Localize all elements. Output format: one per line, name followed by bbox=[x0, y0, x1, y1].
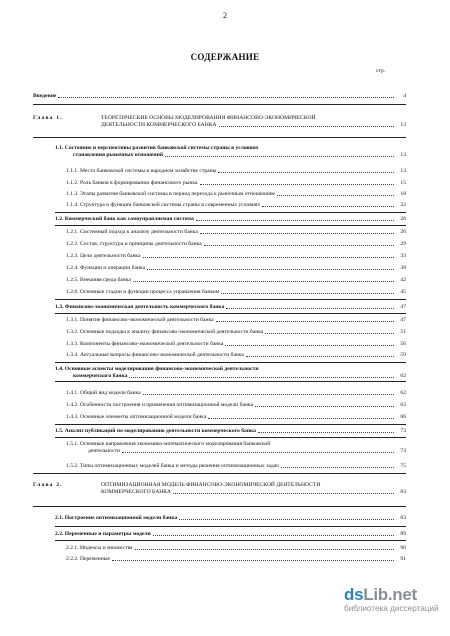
toc-subsection: 1.2.6. Основные стадии и функции процесса управления банком 45 bbox=[66, 289, 406, 295]
dot-leader bbox=[226, 308, 394, 309]
toc-subsection: 1.1.2. Роль банков в формировании финансового рынка 15 bbox=[66, 180, 406, 186]
dot-leader bbox=[147, 269, 394, 270]
divider bbox=[55, 540, 406, 541]
toc-subsection: 1.4.3. Основные элементы оптимизационной модели банка 66 bbox=[66, 414, 406, 420]
dot-leader bbox=[219, 126, 394, 127]
dot-leader bbox=[255, 406, 394, 407]
toc-section-1-4: 1.4. Основные аспекты моделирования финансово-экономической деятельности коммерческого банка 62 bbox=[55, 366, 406, 379]
chapter-title-line2: ДЕЯТЕЛЬНОСТИ КОММЕРЧЕСКОГО БАНКА bbox=[101, 121, 217, 128]
divider bbox=[55, 299, 406, 300]
divider bbox=[55, 362, 406, 363]
dot-leader bbox=[246, 356, 394, 357]
toc-section-2-2: 2.2. Переменные и параметры модели 89 bbox=[55, 531, 406, 537]
divider bbox=[33, 506, 406, 507]
toc-subsection: 1.2.5. Внешняя среда банка 42 bbox=[66, 277, 406, 283]
toc-subsection: 1.2.1. Системный подход к анализу деятельности банка 26 bbox=[66, 229, 406, 235]
divider bbox=[33, 137, 406, 138]
dot-leader bbox=[200, 184, 394, 185]
dot-leader bbox=[143, 394, 394, 395]
chapter-prefix: Глава 2. bbox=[33, 482, 63, 488]
logo-subtitle: библиотека диссертаций bbox=[344, 604, 439, 613]
dot-leader bbox=[58, 97, 394, 98]
toc-section-2-1: 2.1. Построение оптимизационной модели банка 83 bbox=[55, 515, 406, 521]
dot-leader bbox=[216, 321, 394, 322]
toc-chapter-1 bbox=[33, 115, 406, 129]
dot-leader bbox=[143, 257, 394, 258]
toc-entry-intro bbox=[33, 93, 406, 100]
toc-section-1-1: 1.1. Состояние и перспективы развития банковской системы страны в условиях становления рыночных отношений 13 bbox=[55, 145, 406, 158]
entry-label: Введение bbox=[33, 93, 57, 99]
dot-leader bbox=[281, 467, 394, 468]
divider bbox=[55, 313, 406, 314]
toc-subsection: 1.2.2. Состав, структура и принципы деятельности банка 29 bbox=[66, 241, 406, 247]
page-column-label: стр. bbox=[376, 68, 386, 74]
toc-subsection: 1.1.1. Место банковской системы в народном хозяйстве страны 13 bbox=[66, 168, 406, 174]
dot-leader bbox=[153, 535, 394, 536]
divider bbox=[55, 437, 406, 438]
dot-leader bbox=[262, 206, 394, 207]
toc-subsection: 2.2.1. Индексы и множества 90 bbox=[66, 545, 406, 551]
logo-brand: dsLib.net bbox=[344, 585, 417, 604]
toc-subsection: 1.3.2. Основные подходы к анализу финансово-экономической деятельности банка 51 bbox=[66, 329, 406, 335]
toc-subsection: 2.2.2. Переменные 91 bbox=[66, 556, 406, 562]
dot-leader bbox=[196, 220, 394, 221]
dot-leader bbox=[200, 233, 394, 234]
dot-leader bbox=[225, 345, 394, 346]
divider bbox=[55, 381, 406, 382]
toc-chapter-2: Глава 2. ОПТИМИЗАЦИОННАЯ МОДЕЛЬ ФИНАНСОВО-ЭКОНОМИЧЕСКОЙ ДЕЯТЕЛЬНОСТИ КОММЕРЧЕСКОГО БАНКА 83 bbox=[33, 482, 406, 495]
dot-leader bbox=[173, 493, 394, 494]
dot-leader bbox=[265, 333, 394, 334]
divider bbox=[55, 212, 406, 213]
toc-subsection: 1.2.4. Функции и операции банка 38 bbox=[66, 265, 406, 271]
dslib-logo bbox=[344, 585, 439, 613]
dot-leader bbox=[218, 172, 394, 173]
dot-leader bbox=[221, 293, 394, 294]
divider bbox=[55, 225, 406, 226]
dot-leader bbox=[133, 281, 394, 282]
entry-page: 4 bbox=[403, 93, 406, 99]
dot-leader bbox=[165, 156, 394, 157]
entry-page: 13 bbox=[400, 121, 406, 128]
dot-leader bbox=[122, 452, 394, 453]
dot-leader bbox=[208, 418, 394, 419]
chapter-prefix: Глава 1. bbox=[33, 115, 63, 121]
divider bbox=[55, 526, 406, 527]
toc-subsection: 1.2.3. Цели деятельности банка 33 bbox=[66, 253, 406, 259]
toc-subsection: 1.3.1. Понятие финансово-экономической деятельности банка 47 bbox=[66, 317, 406, 323]
dot-leader bbox=[258, 432, 394, 433]
dot-leader bbox=[135, 549, 394, 550]
toc-subsection: 1.4.2. Особенности построения и применения оптимизационной модели банка 63 bbox=[66, 402, 406, 408]
dot-leader bbox=[179, 519, 394, 520]
toc-subsection: 1.1.3. Этапы развития банковской системы в период перехода к рыночным отношениям 18 bbox=[66, 191, 406, 197]
chapter-title-line1: Глава 1. ТЕОРЕТИЧЕСКИЕ ОСНОВЫ МОДЕЛИРОВАНИЯ ФИНАНСОВО-ЭКОНОМИЧЕСКОЙ bbox=[33, 115, 316, 121]
dot-leader bbox=[277, 195, 394, 196]
toc-subsection: 1.1.4. Структура и функции банковской системы страны в современных условиях 22 bbox=[66, 202, 406, 208]
divider bbox=[33, 104, 406, 105]
toc-section-1-2: 1.2. Коммерческий банк как самоуправляемая система 26 bbox=[55, 216, 406, 222]
toc-subsection: 1.5.1. Основные направления экономико-математического моделирования банковской деятельности 73 bbox=[66, 441, 406, 454]
dot-leader bbox=[129, 377, 394, 378]
toc-subsection: 1.3.4. Актуальные вопросы финансово-экономической деятельности банка 59 bbox=[66, 352, 406, 358]
dot-leader bbox=[204, 245, 394, 246]
toc-title: СОДЕРЖАНИЕ bbox=[190, 52, 260, 62]
toc-section-1-3: 1.3. Финансово-экономическая деятельность коммерческого банка 47 bbox=[55, 304, 406, 310]
divider bbox=[55, 424, 406, 425]
toc-subsection: 1.3.3. Компоненты финансово-экономической деятельности банка 56 bbox=[66, 341, 406, 347]
page-number: 2 bbox=[223, 11, 227, 20]
toc-subsection: 1.4.1. Общий вид модели банка 62 bbox=[66, 390, 406, 396]
toc-subsection: 1.5.2. Типы оптимизационных моделей банка и методы решения оптимизационных задач 75 bbox=[66, 463, 406, 469]
dot-leader bbox=[112, 560, 394, 561]
toc-section-1-5: 1.5. Анализ публикаций по моделированию деятельности коммерческого банка 73 bbox=[55, 428, 406, 434]
divider bbox=[33, 473, 406, 474]
